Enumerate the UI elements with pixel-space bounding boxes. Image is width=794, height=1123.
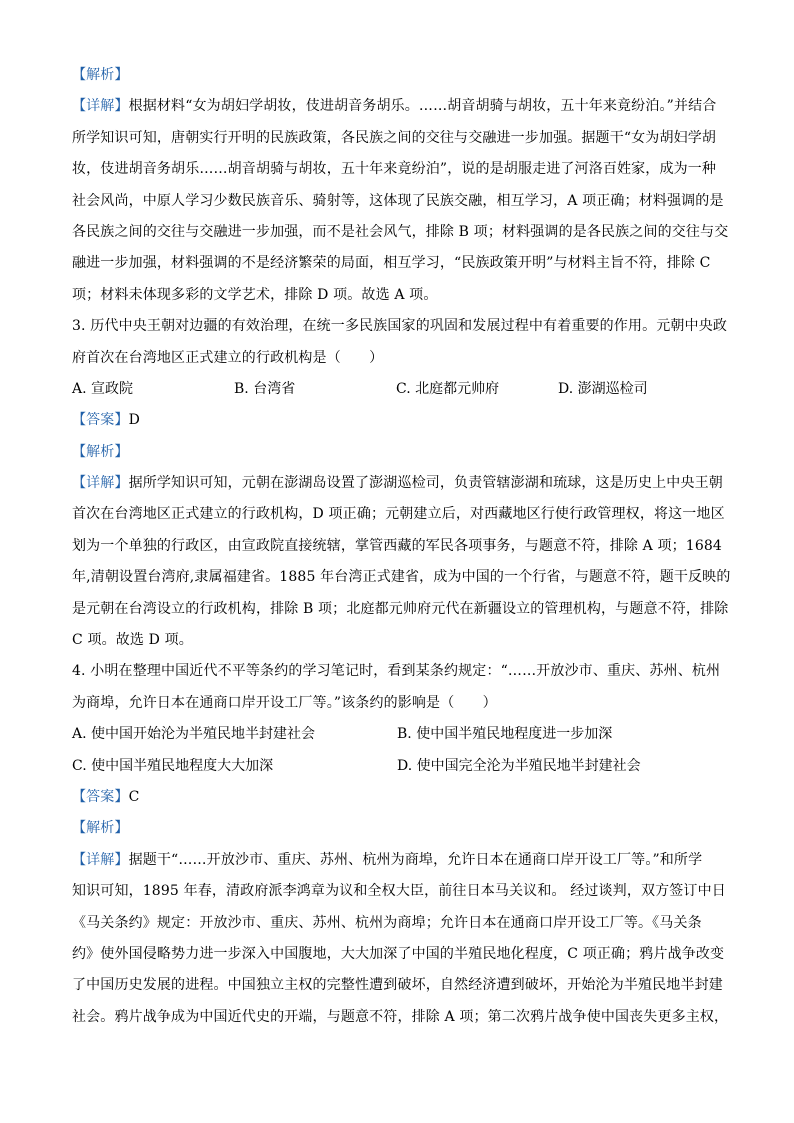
answer-line: [72, 405, 722, 436]
detail-line: 项；材料未体现多彩的文学艺术，排除 D 项。故选 A 项。: [72, 286, 438, 303]
answer-tag: 【答案】: [72, 788, 129, 805]
detail-line: 社会。鸦片战争成为中国近代史的开端，与题意不符，排除 A 项；第二次鸦片战争使中国丧失更多主权，: [72, 1008, 729, 1025]
question-options: [72, 719, 722, 750]
detail-line: [72, 845, 722, 876]
answer-tag: 【答案】: [72, 412, 129, 429]
detail-text: 据题干“……开放沙市、重庆、苏州、杭州为商埠，允许日本在通商口岸开设工厂等。”和所学: [128, 851, 703, 868]
question-options: [72, 374, 722, 405]
detail-line: 知识可知，1895 年春，清政府派李鸿章为议和全权大臣，前往日本马关议和。 经过谈判，双方签订中日: [72, 883, 726, 900]
option-c: C. 北庭都元帅府: [396, 380, 500, 397]
detail-line: 年,清朝设置台湾府,隶属福建省。1885 年台湾正式建省，成为中国的一个行省，与题意不符，题干反映的: [72, 569, 731, 586]
option-b: B. 台湾省: [234, 380, 296, 397]
detail-tag: 【详解】: [72, 475, 129, 492]
answer-value: C: [128, 788, 140, 805]
detail-line: C 项。故选 D 项。: [72, 632, 193, 649]
detail-line: [72, 468, 722, 499]
detail-line: 各民族之间的交往与交融进一步加强，而不是社会风气，排除 B 项；材料强调的是各民族之间的交往与交: [72, 223, 729, 240]
option-c: C. 使中国半殖民地程度大大加深: [72, 757, 274, 774]
detail-line: 《马关条约》规定：开放沙市、重庆、苏州、杭州为商埠；允许日本在通商口岸开设工厂等。《马关条: [72, 914, 702, 931]
detail-line: 融进一步加强，材料强调的不是经济繁荣的局面，相互学习，“民族政策开明”与材料主旨不符，排除 C: [72, 255, 711, 272]
detail-line: 约》使外国侵略势力进一步深入中国腹地，大大加深了中国的半殖民地化程度，C 项正确；鸦片战争改变: [72, 945, 725, 962]
option-d: D. 澎湖巡检司: [558, 380, 648, 397]
detail-text: 据所学知识可知，元朝在澎湖岛设置了澎湖巡检司，负责管辖澎湖和琉球，这是历史上中央王朝: [128, 475, 723, 492]
detail-line: [72, 91, 722, 122]
detail-tag: 【详解】: [72, 98, 129, 115]
analysis-tag: 【解析】: [72, 67, 129, 83]
detail-line: 了中国历史发展的进程。中国独立主权的完整性遭到破坏，自然经济遭到破坏，开始沦为半殖民地半封建: [72, 977, 723, 994]
detail-line: 社会风尚，中原人学习少数民族音乐、骑射等，这体现了民族交融，相互学习，A 项正确；材料强调的是: [72, 192, 724, 209]
analysis-tag: 【解析】: [72, 820, 129, 837]
option-d: D. 使中国完全沦为半殖民地半封建社会: [397, 757, 641, 774]
question-options: [72, 751, 722, 782]
question-stem: 为商埠，允许日本在通商口岸开设工厂等。”该条约的影响是（ ）: [72, 694, 497, 711]
analysis-heading: [72, 813, 722, 844]
detail-line: 首次在台湾地区正式建立的行政机构，D 项正确；元朝建立后，对西藏地区行使行政管理权，将这一地区: [72, 506, 725, 523]
detail-line: 是元朝在台湾设立的行政机构，排除 B 项；北庭都元帅府元代在新疆设立的管理机构，与题意不符，排除: [72, 600, 729, 617]
detail-tag: 【详解】: [72, 851, 129, 868]
answer-value: D: [128, 412, 140, 429]
analysis-tag: 【解析】: [72, 443, 129, 460]
detail-line: 妆，伎进胡音务胡乐……胡音胡骑与胡妆，五十年来竟纷泊”，说的是胡服走进了河洛百姓家，成为一种: [72, 161, 717, 178]
document-page: [72, 60, 731, 1033]
question-stem: 3. 历代中央王朝对边疆的有效治理，在统一多民族国家的巩固和发展过程中有着重要的作用。元朝中央政: [72, 318, 728, 335]
option-a: A. 宣政院: [72, 380, 134, 397]
question-stem: 府首次在台湾地区正式建立的行政机构是（ ）: [72, 349, 384, 366]
question-stem: 4. 小明在整理中国近代不平等条约的学习笔记时，看到某条约规定：“……开放沙市、重庆、苏州、杭州: [72, 663, 721, 680]
option-b: B. 使中国半殖民地程度进一步加深: [397, 726, 613, 743]
analysis-heading: [72, 437, 722, 468]
answer-line: [72, 782, 722, 813]
analysis-heading: [72, 60, 722, 91]
detail-line: 划为一个单独的行政区，由宣政院直接统辖，掌管西藏的军民各项事务，与题意不符，排除 A 项；1684: [72, 537, 722, 554]
detail-text: 根据材料“女为胡妇学胡妆，伎进胡音务胡乐。……胡音胡骑与胡妆，五十年来竟纷泊。”并结合: [128, 98, 717, 115]
option-a: A. 使中国开始沦为半殖民地半封建社会: [72, 726, 316, 743]
detail-line: 所学知识可知，唐朝实行开明的民族政策，各民族之间的交往与交融进一步加强。据题干“女为胡妇学胡: [72, 129, 717, 146]
